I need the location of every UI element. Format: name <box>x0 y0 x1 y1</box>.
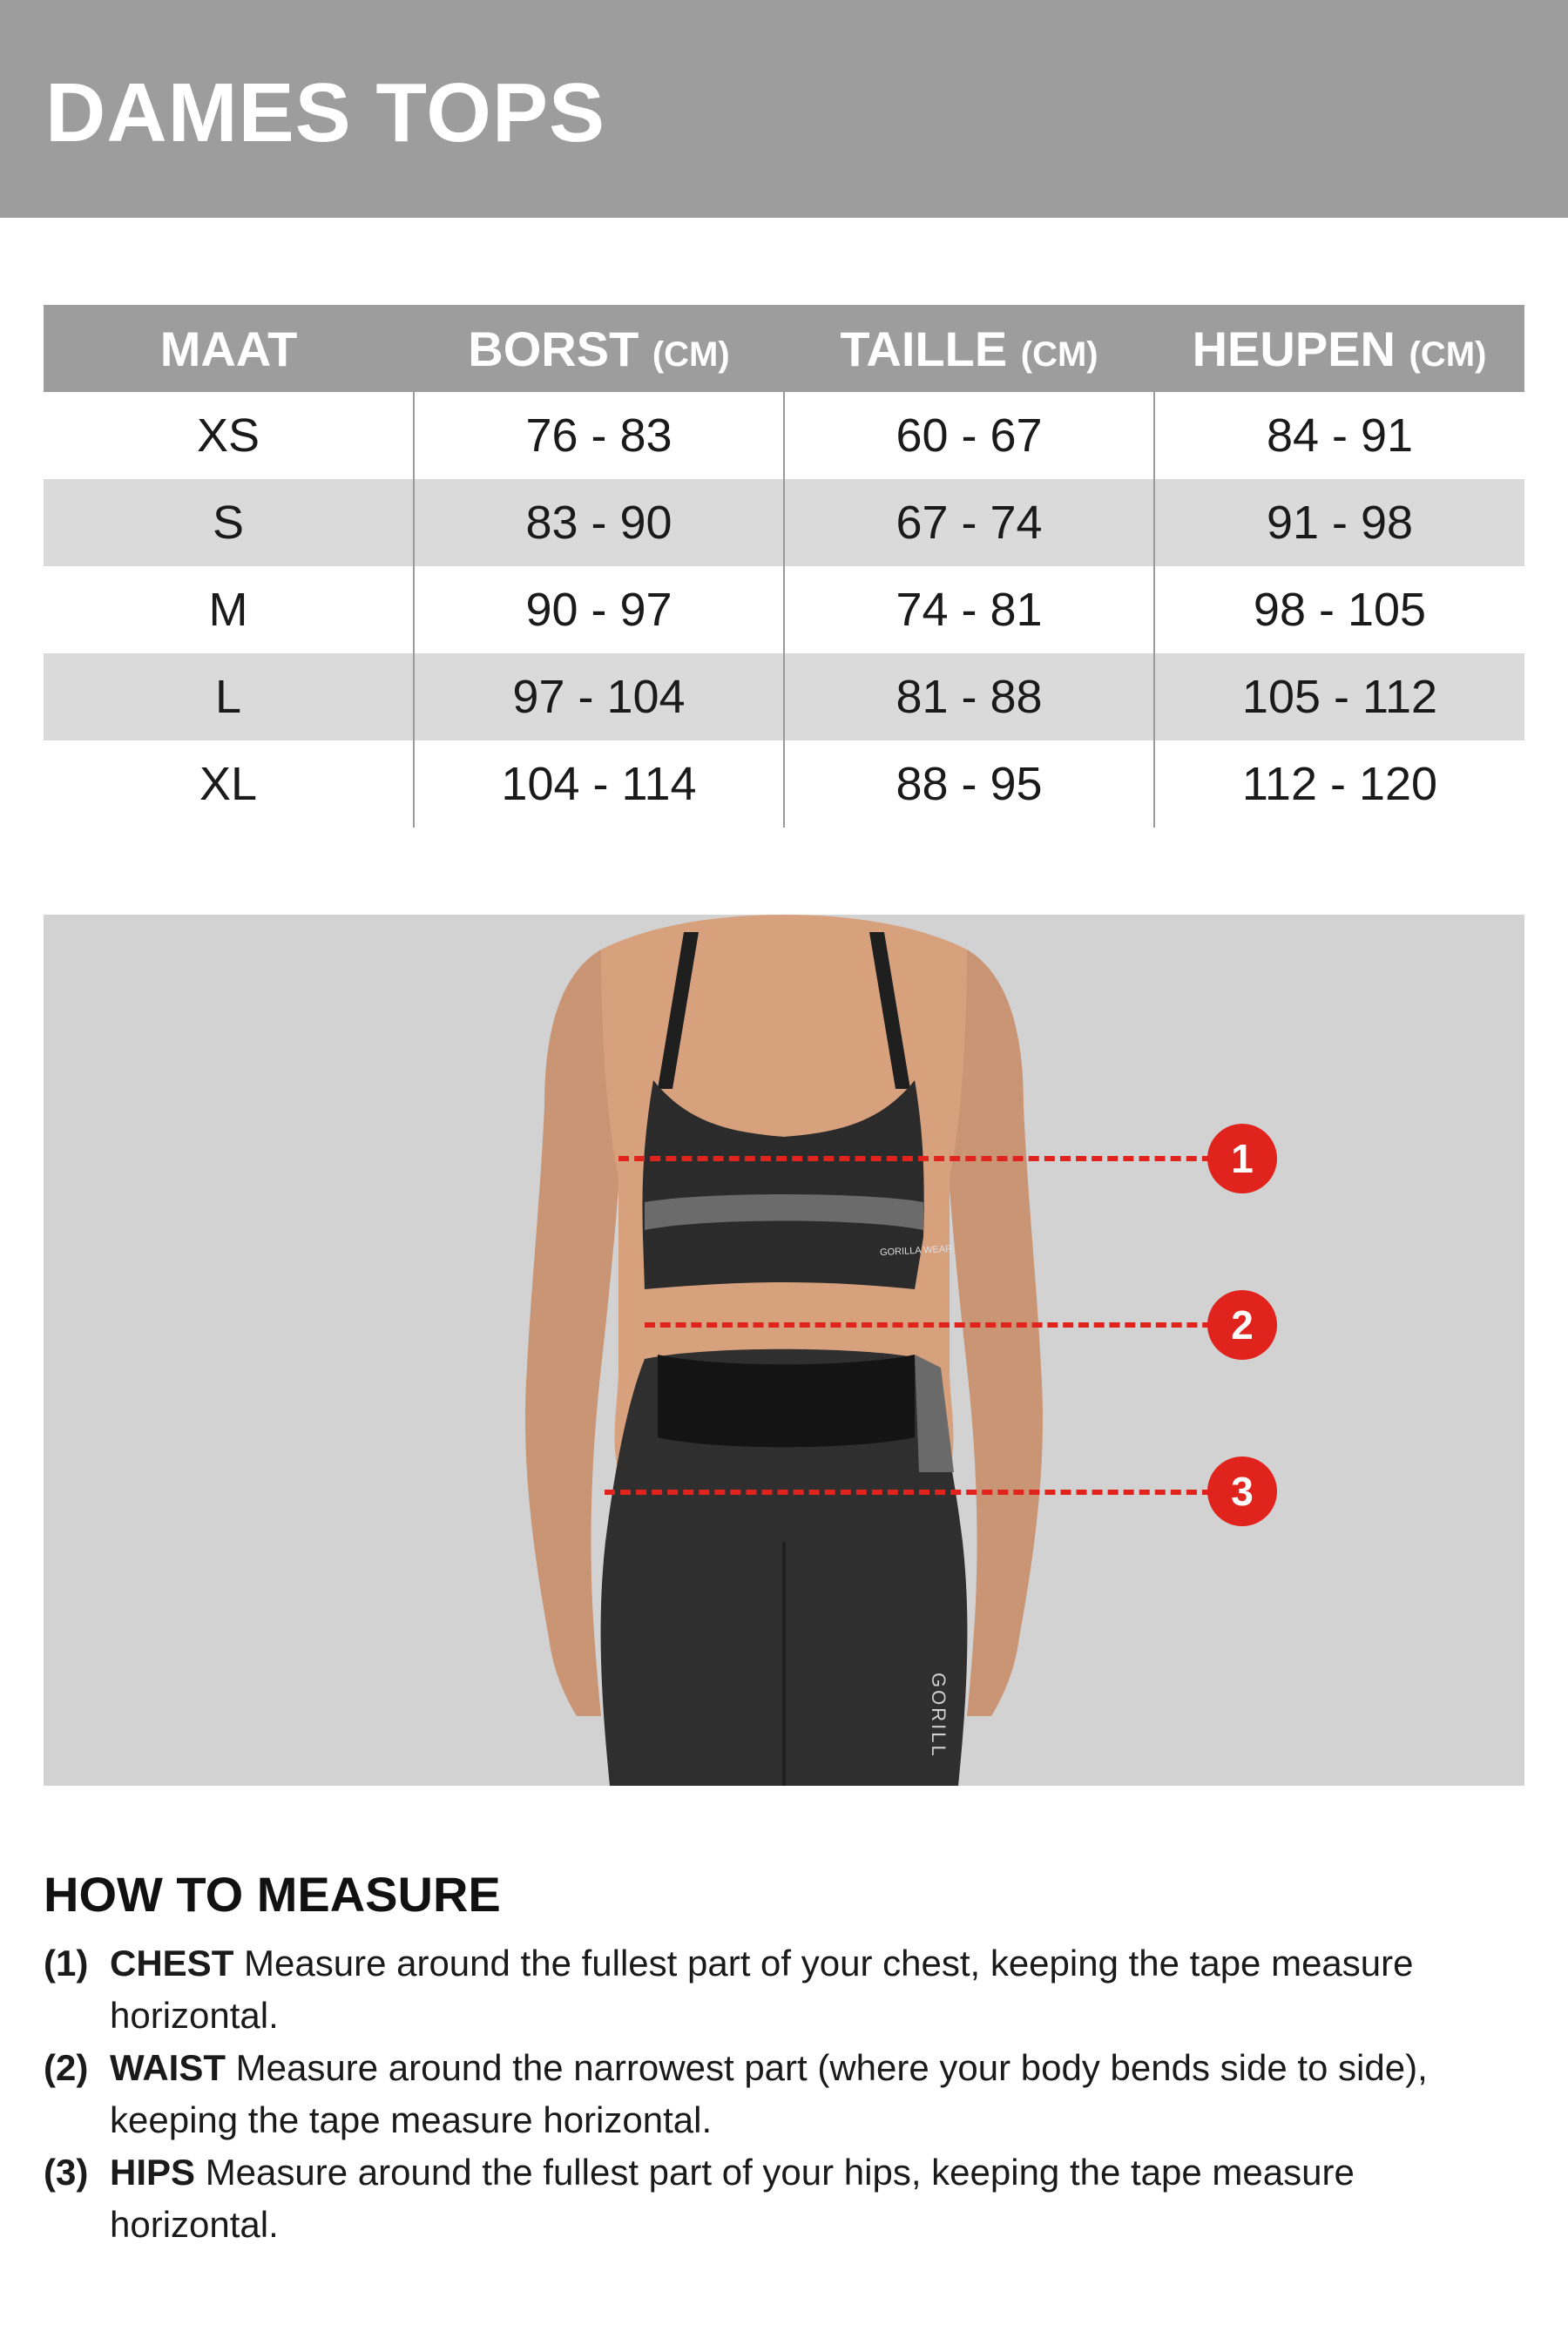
step-number: (1) <box>44 1943 89 1984</box>
chest-cell: 83 - 90 <box>414 479 784 566</box>
measure-step-hips <box>44 2146 1524 2251</box>
step-term: HIPS <box>110 2152 196 2193</box>
table-row <box>44 392 1524 479</box>
measure-step-chest <box>44 1937 1524 2042</box>
step-text: Measure around the narrowest part (where your body bends side to side), keeping the tape measure horizontal. <box>110 2047 1428 2140</box>
hips-cell: 91 - 98 <box>1154 479 1524 566</box>
column-header-size <box>44 305 414 392</box>
waist-marker: 2 <box>1207 1290 1277 1360</box>
column-header-label: TAILLE <box>840 321 1008 376</box>
step-text: Measure around the fullest part of your chest, keeping the tape measure horizontal. <box>110 1943 1414 2036</box>
chest-cell: 97 - 104 <box>414 653 784 740</box>
chest-cell: 90 - 97 <box>414 566 784 653</box>
waist-cell: 67 - 74 <box>784 479 1154 566</box>
hips-cell: 98 - 105 <box>1154 566 1524 653</box>
size-table <box>44 305 1524 828</box>
hips-cell: 105 - 112 <box>1154 653 1524 740</box>
leggings-brand-text: GORILL <box>928 1673 950 1759</box>
step-text: Measure around the fullest part of your hips, keeping the tape measure horizontal. <box>110 2152 1355 2245</box>
table-row <box>44 479 1524 566</box>
waist-cell: 88 - 95 <box>784 740 1154 828</box>
chest-cell: 104 - 114 <box>414 740 784 828</box>
column-header-unit: (CM) <box>1409 335 1487 374</box>
chest-measure-line <box>618 1156 1228 1161</box>
bra-brand-text: GORILLA WEAR <box>879 1243 953 1259</box>
size-cell: L <box>44 653 414 740</box>
hips-marker: 3 <box>1207 1456 1277 1526</box>
column-header-unit: (CM) <box>1020 335 1098 374</box>
waist-measure-line <box>645 1322 1228 1328</box>
how-to-measure-title: HOW TO MEASURE <box>44 1867 501 1922</box>
size-cell: S <box>44 479 414 566</box>
measurement-figure <box>44 915 1524 1786</box>
hips-cell: 84 - 91 <box>1154 392 1524 479</box>
how-to-measure-section <box>44 1864 1524 2251</box>
step-number: (2) <box>44 2047 89 2088</box>
step-term: CHEST <box>110 1943 234 1984</box>
model-illustration <box>44 915 1524 1786</box>
step-term: WAIST <box>110 2047 226 2088</box>
waist-cell: 60 - 67 <box>784 392 1154 479</box>
header-banner <box>0 0 1568 218</box>
hips-cell: 112 - 120 <box>1154 740 1524 828</box>
column-header-chest <box>414 305 784 392</box>
column-header-label: MAAT <box>159 321 298 376</box>
size-cell: XL <box>199 758 258 810</box>
column-header-hips <box>1154 305 1524 392</box>
column-header-label: HEUPEN <box>1192 321 1396 376</box>
waist-cell: 74 - 81 <box>784 566 1154 653</box>
step-number: (3) <box>44 2152 89 2193</box>
table-row <box>44 653 1524 740</box>
column-header-unit: (CM) <box>652 335 730 374</box>
column-header-label: BORST <box>468 321 639 376</box>
leggings-waistband <box>658 1355 915 1447</box>
column-header-waist <box>784 305 1154 392</box>
hips-measure-line <box>605 1490 1228 1495</box>
table-row <box>44 566 1524 653</box>
size-cell: M <box>208 584 248 636</box>
measure-step-waist <box>44 2042 1524 2146</box>
size-cell: XS <box>196 409 260 462</box>
table-header-row <box>44 305 1524 392</box>
table-row <box>44 740 1524 828</box>
page-title: DAMES TOPS <box>45 66 605 159</box>
waist-cell: 81 - 88 <box>784 653 1154 740</box>
chest-cell: 76 - 83 <box>414 392 784 479</box>
chest-marker: 1 <box>1207 1124 1277 1193</box>
